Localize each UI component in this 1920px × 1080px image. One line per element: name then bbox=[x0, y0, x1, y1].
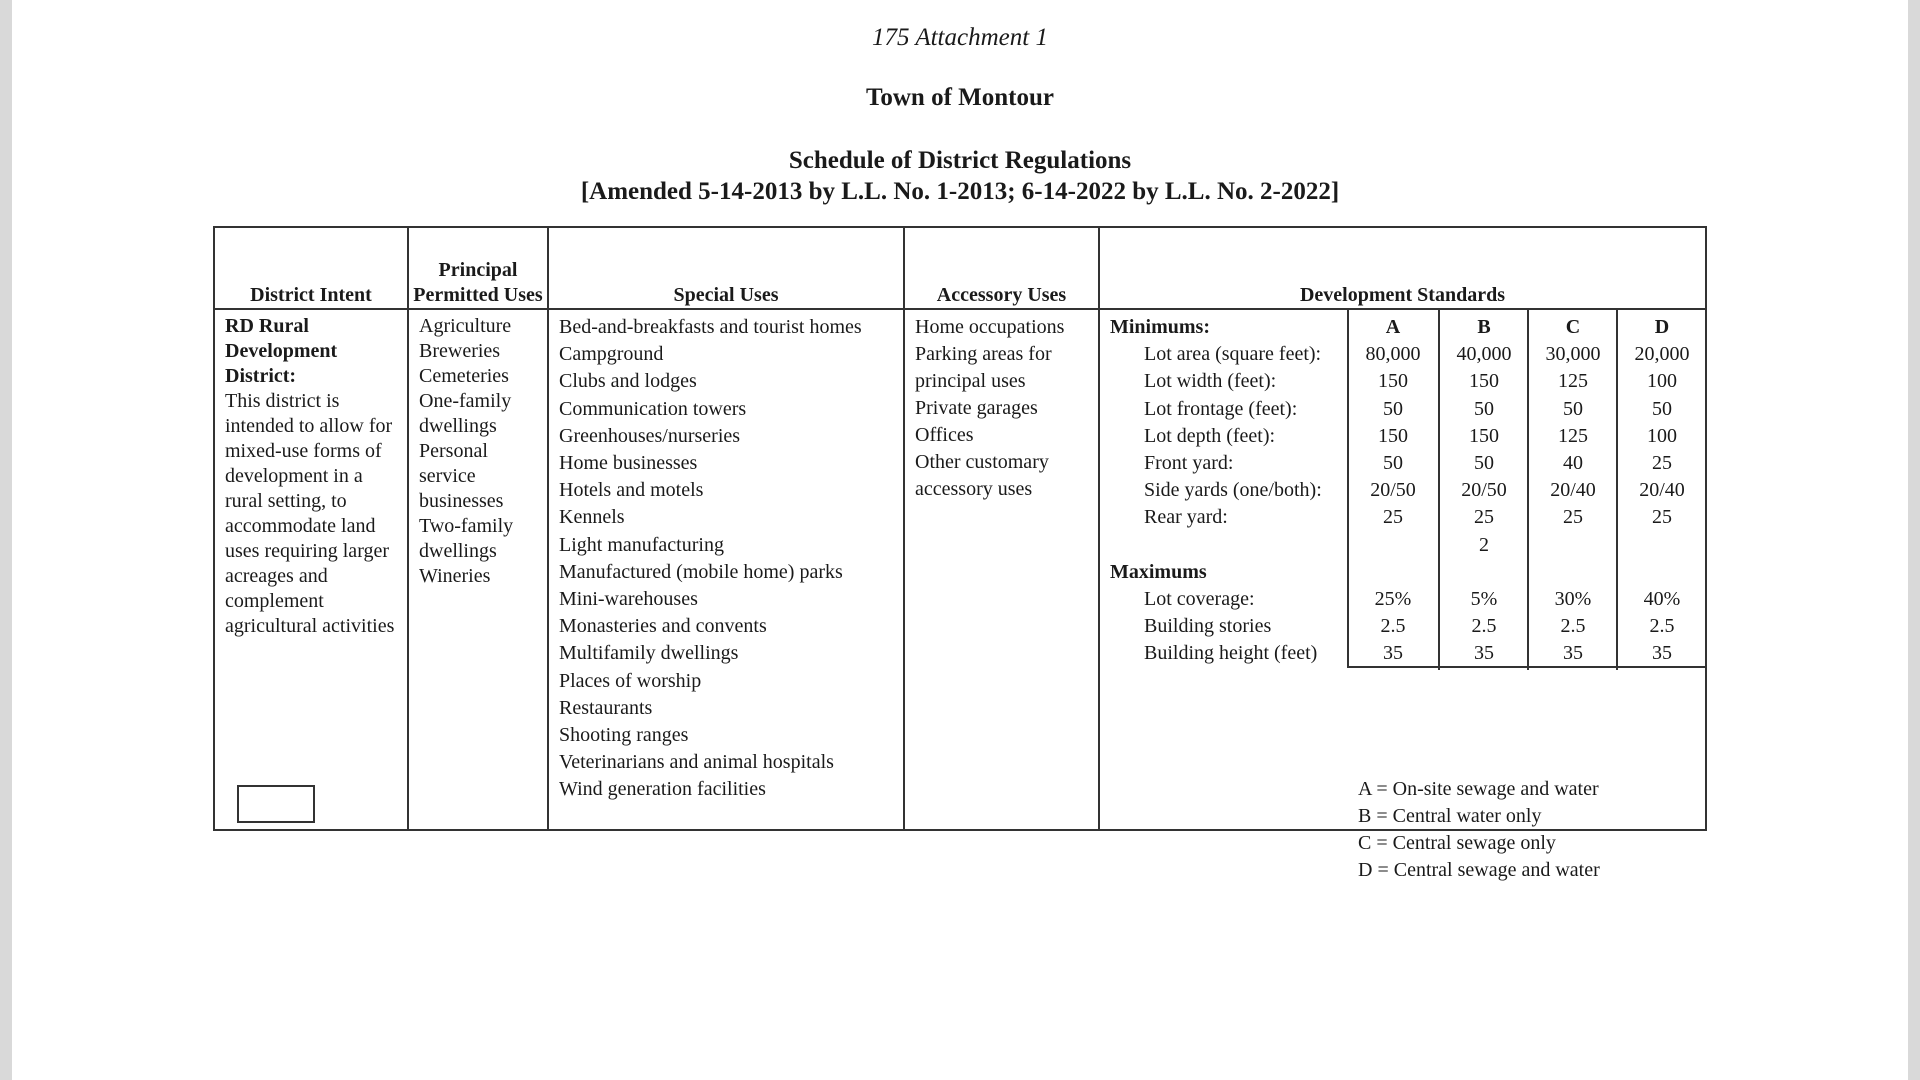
special-use-item: Places of worship bbox=[559, 669, 702, 692]
header-accessory-uses: Accessory Uses bbox=[904, 227, 1099, 309]
legend-item: C = Central sewage only bbox=[1358, 832, 1556, 854]
accessory-use-item: Home occupations bbox=[915, 316, 1065, 338]
header-district-intent: District Intent bbox=[214, 227, 408, 309]
standard-value bbox=[1618, 532, 1706, 559]
standard-value: 2.5 bbox=[1649, 615, 1675, 638]
standard-value: 35 bbox=[1474, 642, 1494, 665]
header-special-uses: Special Uses bbox=[548, 227, 904, 309]
standard-value: 30% bbox=[1554, 587, 1592, 610]
special-use-item: Manufactured (mobile home) parks bbox=[559, 560, 843, 583]
header-principal-uses bbox=[408, 227, 548, 309]
attachment-label: 175 Attachment 1 bbox=[872, 24, 1048, 51]
standard-value bbox=[1440, 559, 1528, 586]
amendment-note: [Amended 5-14-2013 by L.L. No. 1-2013; 6-14-2022 by L.L. No. 2-2022] bbox=[580, 178, 1340, 205]
header-development-standards: Development Standards bbox=[1099, 227, 1706, 309]
standard-value bbox=[1529, 559, 1617, 586]
standard-value: 20/40 bbox=[1639, 479, 1685, 502]
spacer bbox=[1110, 532, 1345, 559]
standard-value: 25 bbox=[1474, 506, 1494, 529]
standard-value: 25 bbox=[1563, 506, 1583, 529]
principal-use-item: Agriculture bbox=[419, 315, 512, 337]
standards-column-b bbox=[1438, 310, 1528, 670]
standard-label: Lot depth (feet): bbox=[1144, 424, 1276, 447]
accessory-uses-cell bbox=[904, 309, 1099, 830]
standard-label: Building height (feet) bbox=[1144, 642, 1318, 665]
standard-value: 35 bbox=[1652, 642, 1672, 665]
standard-value: 35 bbox=[1383, 642, 1403, 665]
accessory-use-item: Private garages bbox=[915, 397, 1038, 419]
standard-value: 50 bbox=[1383, 397, 1403, 420]
standards-legend bbox=[1358, 776, 1698, 884]
standard-value: 2.5 bbox=[1560, 615, 1586, 638]
principal-use-item: Cemeteries bbox=[419, 365, 509, 387]
standard-value: 50 bbox=[1474, 397, 1494, 420]
special-use-item: Wind generation facilities bbox=[559, 778, 766, 801]
standard-label: Rear yard: bbox=[1144, 506, 1228, 529]
development-standards-cell bbox=[1099, 309, 1706, 881]
standard-value: 100 bbox=[1647, 424, 1677, 447]
standard-value: 50 bbox=[1563, 397, 1583, 420]
standard-value: 150 bbox=[1469, 370, 1499, 393]
standard-label: Lot coverage: bbox=[1144, 587, 1255, 610]
principal-use-item: One-family dwellings bbox=[419, 390, 512, 437]
standards-labels bbox=[1110, 314, 1345, 667]
standard-label: Lot width (feet): bbox=[1144, 370, 1277, 393]
accessory-use-item: Parking areas for principal uses bbox=[915, 343, 1052, 392]
column-header: B bbox=[1477, 316, 1491, 338]
standard-value: 20/40 bbox=[1550, 479, 1596, 502]
principal-use-item: Breweries bbox=[419, 340, 501, 362]
minimums-label: Minimums: bbox=[1110, 316, 1210, 338]
special-use-item: Home businesses bbox=[559, 452, 698, 475]
standard-value: 150 bbox=[1469, 424, 1499, 447]
district-regulations-table bbox=[213, 226, 1707, 881]
standard-value: 50 bbox=[1652, 397, 1672, 420]
standard-value: 35 bbox=[1563, 642, 1583, 665]
standard-value: 50 bbox=[1383, 451, 1403, 474]
special-use-item: Greenhouses/nurseries bbox=[559, 424, 741, 447]
column-header: D bbox=[1654, 316, 1670, 338]
standard-label: Front yard: bbox=[1144, 451, 1234, 474]
special-use-item: Communication towers bbox=[559, 397, 747, 420]
principal-uses-cell bbox=[408, 309, 548, 830]
special-use-item: Shooting ranges bbox=[559, 724, 689, 747]
empty-box bbox=[237, 785, 315, 823]
accessory-use-item: Other customary accessory uses bbox=[915, 451, 1049, 500]
standard-value: 2.5 bbox=[1471, 615, 1497, 638]
standard-label: Building stories bbox=[1144, 615, 1272, 638]
standard-value: 25% bbox=[1374, 587, 1412, 610]
standards-column-d bbox=[1616, 310, 1706, 670]
special-use-item: Campground bbox=[559, 343, 664, 366]
standard-value: 25 bbox=[1652, 506, 1672, 529]
accessory-use-item: Offices bbox=[915, 424, 974, 446]
standard-value: 150 bbox=[1378, 370, 1408, 393]
standards-column-a bbox=[1349, 310, 1437, 670]
standard-value: 20/50 bbox=[1370, 479, 1416, 502]
special-use-item: Mini-warehouses bbox=[559, 588, 698, 611]
district-name: RD Rural Development District: bbox=[225, 315, 338, 387]
district-intent-cell bbox=[214, 309, 408, 830]
standard-value: 2.5 bbox=[1380, 615, 1406, 638]
standard-value: 150 bbox=[1378, 424, 1408, 447]
standard-label: Lot frontage (feet): bbox=[1144, 397, 1298, 420]
standard-value bbox=[1529, 532, 1617, 559]
special-use-item: Kennels bbox=[559, 506, 625, 529]
legend-item: D = Central sewage and water bbox=[1358, 859, 1600, 881]
standard-value: 5% bbox=[1470, 587, 1498, 610]
standard-value: 40% bbox=[1643, 587, 1681, 610]
special-use-item: Multifamily dwellings bbox=[559, 642, 739, 665]
standard-value: 25 bbox=[1652, 451, 1672, 474]
schedule-heading bbox=[12, 145, 1908, 207]
standard-value: 30,000 bbox=[1545, 343, 1601, 366]
legend-item: A = On-site sewage and water bbox=[1358, 778, 1599, 800]
special-uses-cell bbox=[548, 309, 904, 830]
standard-value: 20/50 bbox=[1461, 479, 1507, 502]
standard-value: 125 bbox=[1558, 370, 1588, 393]
table-row bbox=[214, 309, 1706, 830]
special-use-item: Bed-and-breakfasts and tourist homes bbox=[559, 316, 862, 338]
standard-label: Lot area (square feet): bbox=[1144, 343, 1322, 366]
principal-use-item: Wineries bbox=[419, 565, 491, 587]
standard-value: 50 bbox=[1474, 451, 1494, 474]
special-use-item: Restaurants bbox=[559, 696, 653, 719]
standard-value: 100 bbox=[1647, 370, 1677, 393]
column-header: A bbox=[1385, 316, 1401, 338]
district-description: This district is intended to allow for mixed-use forms of development in a rural setting, to accommodate land uses requiring larger acreages and complement agricultural activities bbox=[225, 390, 395, 637]
schedule-title: Schedule of District Regulations bbox=[788, 147, 1132, 174]
standard-value: 20,000 bbox=[1634, 343, 1690, 366]
standards-column-c bbox=[1527, 310, 1617, 670]
principal-use-item: Personal service businesses bbox=[419, 440, 504, 512]
table-header-row bbox=[214, 227, 1706, 309]
standard-value bbox=[1349, 559, 1437, 586]
principal-use-item: Two-family dwellings bbox=[419, 515, 514, 562]
standard-value: 80,000 bbox=[1365, 343, 1421, 366]
town-name: Town of Montour bbox=[866, 84, 1054, 111]
header-principal-uses-label: Principal Permitted Uses bbox=[413, 259, 543, 306]
development-standards bbox=[1100, 310, 1705, 881]
standard-value bbox=[1349, 532, 1437, 559]
special-use-item: Hotels and motels bbox=[559, 479, 704, 502]
standard-value: 40,000 bbox=[1456, 343, 1512, 366]
special-use-item: Monasteries and convents bbox=[559, 615, 767, 638]
standard-value: 40 bbox=[1563, 451, 1583, 474]
standard-value: 25 bbox=[1383, 506, 1403, 529]
standard-label: Side yards (one/both): bbox=[1144, 479, 1322, 502]
legend-item: B = Central water only bbox=[1358, 805, 1542, 827]
standards-grid bbox=[1347, 310, 1705, 668]
standard-value: 125 bbox=[1558, 424, 1588, 447]
special-use-item: Veterinarians and animal hospitals bbox=[559, 751, 834, 774]
column-header: C bbox=[1565, 316, 1581, 338]
special-use-item: Clubs and lodges bbox=[559, 370, 697, 393]
maximums-label: Maximums bbox=[1110, 560, 1207, 583]
standard-value bbox=[1618, 559, 1706, 586]
standard-value: 2 bbox=[1479, 533, 1489, 556]
special-use-item: Light manufacturing bbox=[559, 533, 724, 556]
